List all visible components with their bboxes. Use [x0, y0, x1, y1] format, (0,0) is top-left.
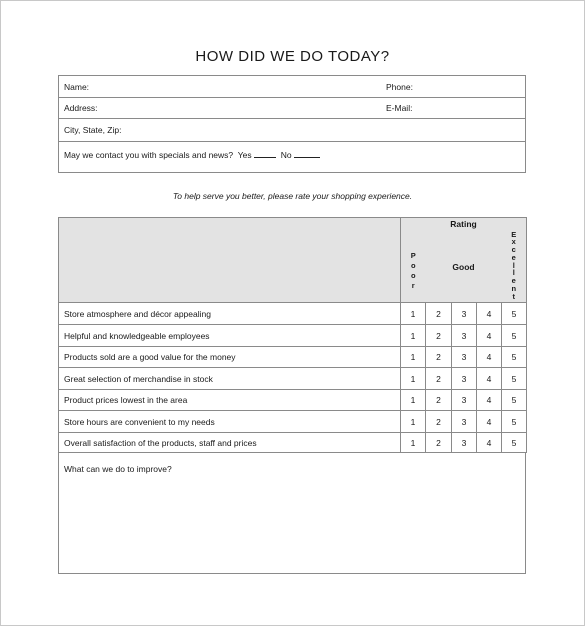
permission-question: May we contact you with specials and news? — [64, 150, 234, 160]
rating-option-1[interactable]: 1 — [401, 433, 426, 453]
rating-option-3[interactable]: 3 — [452, 433, 477, 453]
rating-option-1[interactable]: 1 — [401, 368, 426, 390]
email-field[interactable]: E-Mail: — [386, 103, 413, 113]
rating-option-2[interactable]: 2 — [426, 390, 452, 411]
rating-row — [59, 433, 527, 453]
name-field[interactable]: Name: — [64, 82, 90, 92]
city-state-zip-field[interactable]: City, State, Zip: — [64, 125, 122, 135]
rating-option-4[interactable]: 4 — [477, 303, 502, 325]
excellent-header: E x c e l l e n t — [511, 229, 517, 301]
rating-option-1[interactable]: 1 — [401, 390, 426, 411]
rating-option-3[interactable]: 3 — [452, 347, 477, 368]
rating-option-4[interactable]: 4 — [477, 325, 502, 347]
contact-row-name-phone — [59, 76, 525, 98]
rating-question: Overall satisfaction of the products, staff and prices — [59, 433, 401, 453]
no-label: No — [280, 150, 292, 160]
rating-option-5[interactable]: 5 — [502, 390, 527, 411]
rating-option-5[interactable]: 5 — [502, 303, 527, 325]
contact-row-address-email — [59, 98, 525, 119]
rating-question: Helpful and knowledgeable employees — [59, 325, 401, 347]
rating-question: Great selection of merchandise in stock — [59, 368, 401, 390]
rating-row — [59, 368, 527, 390]
rating-option-3[interactable]: 3 — [452, 411, 477, 433]
rating-row — [59, 390, 527, 411]
rating-question: Store atmosphere and décor appealing — [59, 303, 401, 325]
rating-rows — [59, 303, 527, 453]
rating-option-2[interactable]: 2 — [426, 347, 452, 368]
rating-row — [59, 347, 527, 368]
rating-option-2[interactable]: 2 — [426, 325, 452, 347]
rating-option-2[interactable]: 2 — [426, 411, 452, 433]
excellent-header-cell — [502, 231, 527, 303]
poor-header-cell — [401, 231, 426, 303]
rating-option-5[interactable]: 5 — [502, 347, 527, 368]
rating-table — [58, 217, 527, 453]
rating-option-2[interactable]: 2 — [426, 368, 452, 390]
rating-option-4[interactable]: 4 — [477, 347, 502, 368]
rating-option-4[interactable]: 4 — [477, 390, 502, 411]
rating-header: Rating — [401, 218, 527, 231]
rating-option-5[interactable]: 5 — [502, 411, 527, 433]
contact-row-permission — [59, 142, 525, 172]
rating-row — [59, 303, 527, 325]
rating-option-1[interactable]: 1 — [401, 303, 426, 325]
good-header: Good — [426, 231, 502, 303]
rating-question: Product prices lowest in the area — [59, 390, 401, 411]
rating-question: Store hours are convenient to my needs — [59, 411, 401, 433]
rating-option-5[interactable]: 5 — [502, 368, 527, 390]
contact-row-city — [59, 119, 525, 142]
improve-label: What can we do to improve? — [64, 464, 172, 474]
rating-option-4[interactable]: 4 — [477, 368, 502, 390]
rating-option-3[interactable]: 3 — [452, 390, 477, 411]
page-title: HOW DID WE DO TODAY? — [195, 48, 390, 65]
contact-info-box — [58, 75, 526, 173]
poor-header: P o o r — [410, 250, 416, 290]
phone-field[interactable]: Phone: — [386, 82, 413, 92]
rating-header-row — [59, 218, 527, 231]
rating-option-1[interactable]: 1 — [401, 347, 426, 368]
yes-blank[interactable] — [254, 157, 276, 158]
intro-text: To help serve you better, please rate your shopping experience. — [172, 191, 413, 201]
rating-row — [59, 325, 527, 347]
address-field[interactable]: Address: — [64, 103, 98, 113]
rating-option-1[interactable]: 1 — [401, 325, 426, 347]
contact-permission — [64, 150, 320, 160]
rating-question: Products sold are a good value for the money — [59, 347, 401, 368]
rating-option-3[interactable]: 3 — [452, 325, 477, 347]
improve-box[interactable] — [58, 452, 526, 574]
rating-option-3[interactable]: 3 — [452, 368, 477, 390]
rating-option-3[interactable]: 3 — [452, 303, 477, 325]
rating-option-5[interactable]: 5 — [502, 433, 527, 453]
rating-option-4[interactable]: 4 — [477, 433, 502, 453]
rating-option-5[interactable]: 5 — [502, 325, 527, 347]
rating-option-4[interactable]: 4 — [477, 411, 502, 433]
no-blank[interactable] — [294, 157, 320, 158]
yes-label: Yes — [237, 150, 252, 160]
rating-row — [59, 411, 527, 433]
rating-option-2[interactable]: 2 — [426, 303, 452, 325]
rating-option-1[interactable]: 1 — [401, 411, 426, 433]
rating-option-2[interactable]: 2 — [426, 433, 452, 453]
header-blank-cell — [59, 218, 401, 303]
